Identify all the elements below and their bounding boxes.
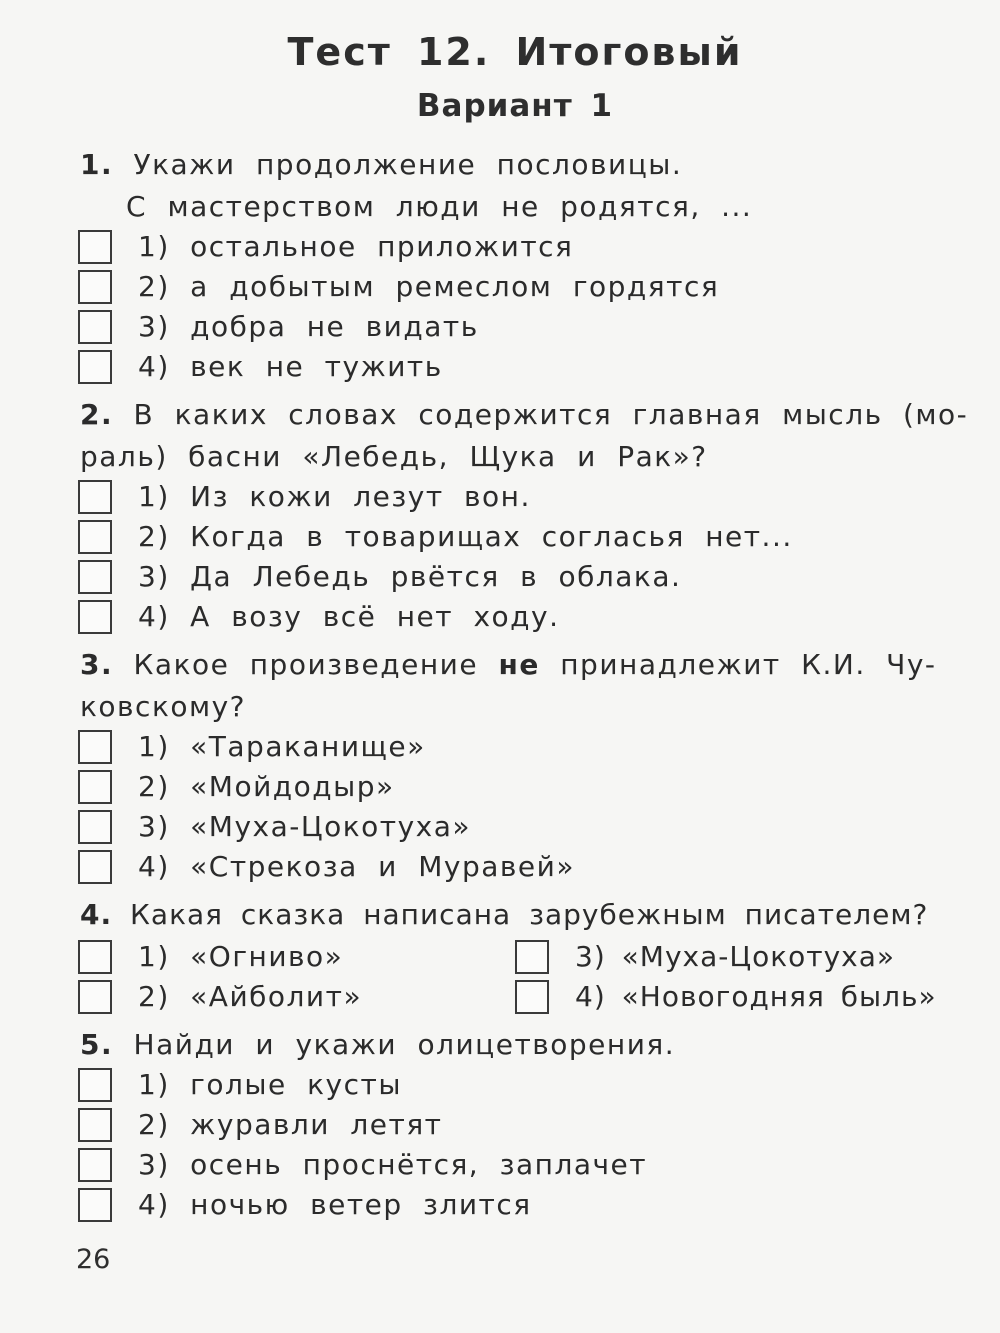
answer-checkbox[interactable] bbox=[78, 1148, 112, 1182]
answer-checkbox[interactable] bbox=[78, 270, 112, 304]
answer-checkbox[interactable] bbox=[78, 810, 112, 844]
question-number: 1. bbox=[80, 148, 114, 181]
question-4-text: 4. Какая сказка написана зарубежным писателем? bbox=[80, 898, 929, 931]
answer-checkbox[interactable] bbox=[78, 770, 112, 804]
answer-checkbox[interactable] bbox=[78, 1108, 112, 1142]
question-3-text-cont: ковскому? bbox=[80, 690, 247, 723]
answer-checkbox[interactable] bbox=[78, 480, 112, 514]
emphasis-word: не bbox=[498, 648, 540, 681]
question-number: 3. bbox=[80, 648, 114, 681]
question-number: 4. bbox=[80, 898, 113, 931]
page-number: 26 bbox=[76, 1244, 111, 1275]
worksheet-page: Тест 12. Итоговый Вариант 1 1. Укажи продолжение пословицы. С мастерством люди не родятся, ... 1) остальное приложится 2) а добытым ремеслом гордятся 3) добра не видать 4) век не тужить 2. В каких словах содержится главная мысль (мо- раль) басни «Лебедь, Щука и Рак»? 1) Из кожи лезут вон. 2) Когда в товарищах согласья нет... 3) Да Лебедь рвётся в облака. 4) А возу всё нет ходу. 3. Какое произведение не принадлежит К.И. Чу- ковскому? 1) «Тараканище» 2) «Мойдодыр» 3) «Муха-Цокотуха» 4) «Стрекоза и Муравей» 4. Какая сказка написана зарубежным писателем? 1) «Огниво» 2) «Айболит» 3) «Муха-Цокотуха» 4) «Новогодняя быль» 5. Найди и укажи олицетворения. 1) голые кусты 2) журавли летят 3) осень проснётся, заплачет 4) ночью ветер злится 26 bbox=[0, 0, 1000, 1333]
answer-checkbox[interactable] bbox=[78, 850, 112, 884]
answer-checkbox[interactable] bbox=[78, 560, 112, 594]
question-number: 2. bbox=[80, 398, 114, 431]
answer-checkbox[interactable] bbox=[78, 310, 112, 344]
answer-checkbox[interactable] bbox=[78, 600, 112, 634]
answer-checkbox[interactable] bbox=[78, 1188, 112, 1222]
answer-checkbox[interactable] bbox=[78, 940, 112, 974]
answer-checkbox[interactable] bbox=[78, 520, 112, 554]
question-3-text: 3. Какое произведение не принадлежит К.И. Чу- bbox=[80, 648, 937, 681]
answer-checkbox[interactable] bbox=[78, 730, 112, 764]
answer-checkbox[interactable] bbox=[78, 230, 112, 264]
question-number: 5. bbox=[80, 1028, 114, 1061]
answer-checkbox[interactable] bbox=[78, 980, 112, 1014]
page-title: Тест 12. Итоговый bbox=[287, 30, 743, 74]
answer-checkbox[interactable] bbox=[515, 940, 549, 974]
question-5-text: 5. Найди и укажи олицетворения. bbox=[80, 1028, 676, 1061]
answer-checkbox[interactable] bbox=[78, 350, 112, 384]
question-1-proverb: С мастерством люди не родятся, ... bbox=[126, 190, 753, 223]
question-2-text: 2. В каких словах содержится главная мысль (мо- bbox=[80, 398, 969, 431]
question-2-text-cont: раль) басни «Лебедь, Щука и Рак»? bbox=[80, 440, 708, 473]
answer-checkbox[interactable] bbox=[78, 1068, 112, 1102]
variant-subtitle: Вариант 1 bbox=[416, 88, 614, 124]
answer-checkbox[interactable] bbox=[515, 980, 549, 1014]
question-1-text: 1. Укажи продолжение пословицы. bbox=[80, 148, 683, 181]
